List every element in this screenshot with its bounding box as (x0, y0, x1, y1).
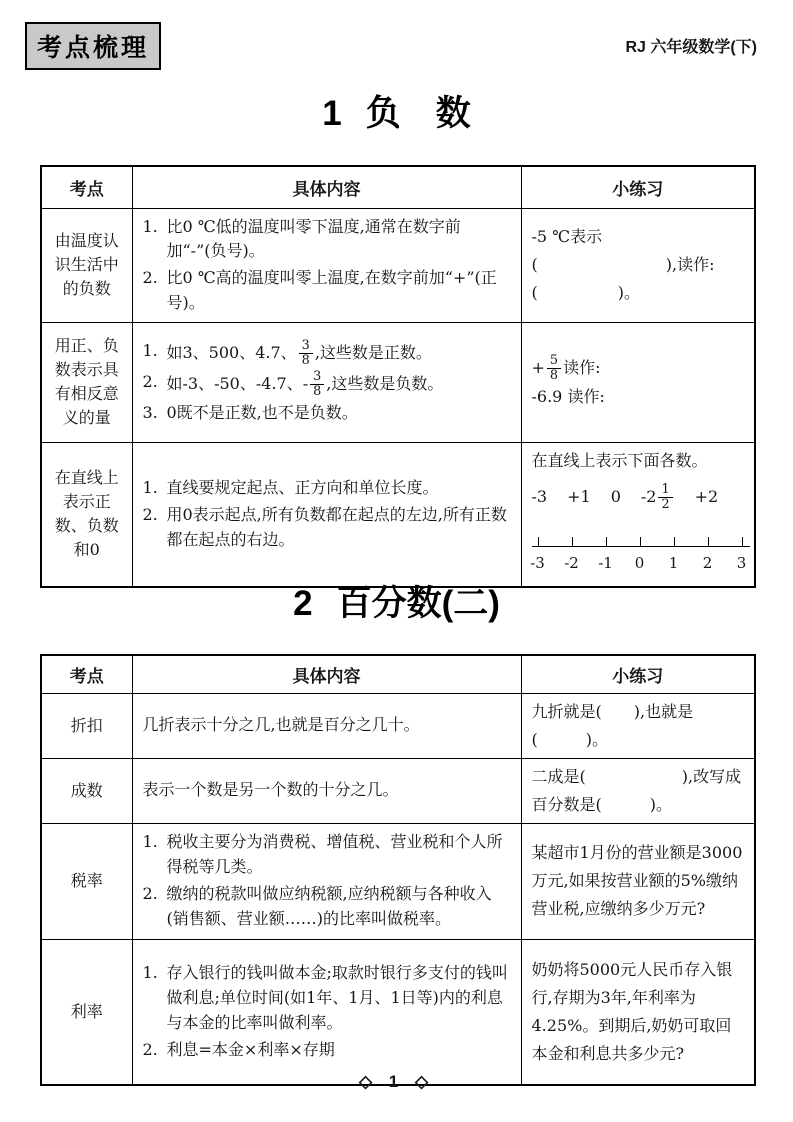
keypoint-cell: 在直线上表示正数、负数和0 (41, 442, 132, 587)
column-header: 小练习 (521, 655, 755, 693)
item-number: 1. (142, 478, 158, 498)
tick-mark (606, 537, 608, 547)
practice-line: 奶奶将5000元人民币存入银行,存期为3年,年利率为4.25%。到期后,奶奶可取回本金和利息共多少元? (531, 959, 733, 1063)
tick-mark (640, 537, 642, 547)
number-value: +1 (567, 486, 591, 506)
practice-cell (521, 758, 755, 823)
practice-cell (521, 693, 755, 758)
practice-cell (521, 322, 755, 442)
item-number: 1. (142, 963, 158, 983)
practice-line: -6.9 读作: (531, 386, 605, 406)
content-text: 几折表示十分之几,也就是百分之几十。 (142, 715, 420, 735)
tick-label: -3 (530, 553, 545, 572)
number-line (532, 532, 750, 582)
table-row (41, 322, 755, 442)
content-cell (132, 939, 521, 1085)
item-number: 1. (142, 340, 158, 360)
keypoint-cell: 税率 (41, 823, 132, 939)
content-cell (132, 823, 521, 939)
column-header: 具体内容 (132, 655, 521, 693)
section-title-text: 负 数 (365, 94, 471, 133)
item-text: 存入银行的钱叫做本金;取款时银行多支付的钱叫做利息;单位时间(如1年、1月、1日等)内的利息与本金的比率叫做利率。 (166, 963, 508, 1032)
fraction: $\frac{3}{8}$ (299, 339, 313, 368)
practice-line: 二成是( ),改写成百分数是( )。 (531, 766, 742, 814)
item-number: 2. (142, 1039, 158, 1059)
keypoint-cell: 成数 (41, 758, 132, 823)
tick-label: 3 (736, 553, 747, 572)
item-number: 1. (142, 832, 158, 852)
table-row (41, 823, 755, 939)
practice-cell (521, 208, 755, 322)
content-item (143, 961, 513, 1035)
tick-label: 2 (702, 553, 713, 572)
content-item (143, 882, 513, 932)
content-cell (132, 442, 521, 587)
numbers-to-plot (532, 483, 747, 512)
table-row (41, 758, 755, 823)
negative-numbers-table (40, 165, 756, 588)
item-text: 0既不是正数,也不是负数。 (166, 402, 358, 422)
item-text: 用0表示起点,所有负数都在起点的左边,所有正数都在起点的右边。 (166, 504, 507, 549)
practice-intro: 在直线上表示下面各数。 (531, 450, 708, 470)
content-cell (132, 208, 521, 322)
column-header: 考点 (41, 655, 132, 693)
fraction: $\frac{5}{8}$ (547, 354, 561, 383)
content-item (143, 1038, 513, 1063)
tick-mark (572, 537, 574, 547)
tick-mark (742, 537, 744, 547)
number-value: -3 (531, 486, 548, 506)
column-header: 考点 (41, 166, 132, 208)
page-number: ◇ 1 ◇ (358, 1072, 435, 1091)
item-text: 税收主要分为消费税、增值税、营业税和个人所得税等几类。 (166, 832, 503, 877)
content-item (143, 215, 513, 265)
content-cell (132, 758, 521, 823)
number-value: 0 (610, 486, 621, 506)
column-header: 小练习 (521, 166, 755, 208)
section-title-negative-numbers (0, 86, 793, 136)
content-cell (132, 693, 521, 758)
edition-label: RJ 六年级数学(下) (625, 39, 757, 56)
item-text: 利息=本金×利率×存期 (166, 1039, 335, 1059)
keypoint-cell: 利率 (41, 939, 132, 1085)
section-title-text: 百分数(二) (336, 584, 500, 623)
tick-mark (708, 537, 710, 547)
tick-label: -1 (598, 553, 613, 572)
content-cell (132, 322, 521, 442)
keypoint-cell: 由温度认识生活中的负数 (41, 208, 132, 322)
item-number: 2. (142, 371, 158, 391)
table-row (41, 939, 755, 1085)
table-row (41, 208, 755, 322)
header-row (41, 655, 755, 693)
number-value: -2 $\frac{1}{2}$ (641, 483, 675, 512)
content-text: 表示一个数是另一个数的十分之几。 (142, 780, 399, 800)
section-number: 2 (293, 584, 313, 623)
practice-line: -5 ℃表示( ),读作:( )。 (531, 227, 715, 303)
content-item (143, 503, 513, 553)
item-text: 缴纳的税款叫做应纳税额,应纳税额与各种收入(销售额、营业额……)的比率叫做税率。 (166, 884, 492, 928)
practice-cell (521, 442, 755, 587)
practice-line: 某超市1月份的营业额是3000万元,如果按营业额的5%缴纳营业税,应缴纳多少万元? (531, 843, 743, 918)
corner-badge: 考点梳理 (25, 22, 161, 70)
header-row (41, 166, 755, 208)
content-item (143, 830, 513, 880)
tick-label: 1 (668, 553, 679, 572)
item-text: 直线要规定起点、正方向和单位长度。 (166, 478, 439, 498)
practice-line: 九折就是( ),也就是( )。 (531, 701, 694, 749)
practice-cell (521, 939, 755, 1085)
practice-line: + $\frac{5}{8}$ 读作: (531, 352, 601, 383)
content-item (143, 266, 513, 316)
practice-cell (521, 823, 755, 939)
tick-label: 0 (634, 553, 645, 572)
item-text: 如-3、-50、-4.7、- $\frac{3}{8}$ ,这些数是负数。 (166, 368, 444, 399)
table-row (41, 442, 755, 587)
keypoint-cell: 用正、负数表示具有相反意义的量 (41, 322, 132, 442)
number-value: +2 (694, 486, 719, 506)
column-header: 具体内容 (132, 166, 521, 208)
item-number: 2. (142, 268, 158, 288)
content-item (143, 476, 513, 501)
tick-label: -2 (564, 553, 579, 572)
item-text: 如3、500、4.7、 $\frac{3}{8}$ ,这些数是正数。 (166, 337, 432, 368)
percentages-table (40, 654, 756, 1086)
item-number: 3. (142, 402, 158, 422)
item-number: 2. (142, 504, 158, 524)
content-item (143, 401, 513, 426)
item-text: 比0 ℃高的温度叫零上温度,在数字前加“+”(正号)。 (166, 268, 497, 312)
tick-mark (674, 537, 676, 547)
section-title-percentages (0, 576, 793, 626)
keypoint-cell: 折扣 (41, 693, 132, 758)
item-number: 2. (142, 884, 158, 903)
section-number: 1 (322, 94, 342, 133)
fraction: $\frac{1}{2}$ (658, 483, 672, 512)
tick-mark (538, 537, 540, 547)
fraction: $\frac{3}{8}$ (310, 370, 324, 399)
item-number: 1. (142, 216, 158, 236)
content-item (143, 370, 513, 399)
content-item (143, 339, 513, 368)
item-text: 比0 ℃低的温度叫零下温度,通常在数字前加“-”(负号)。 (166, 216, 461, 261)
table-row (41, 693, 755, 758)
